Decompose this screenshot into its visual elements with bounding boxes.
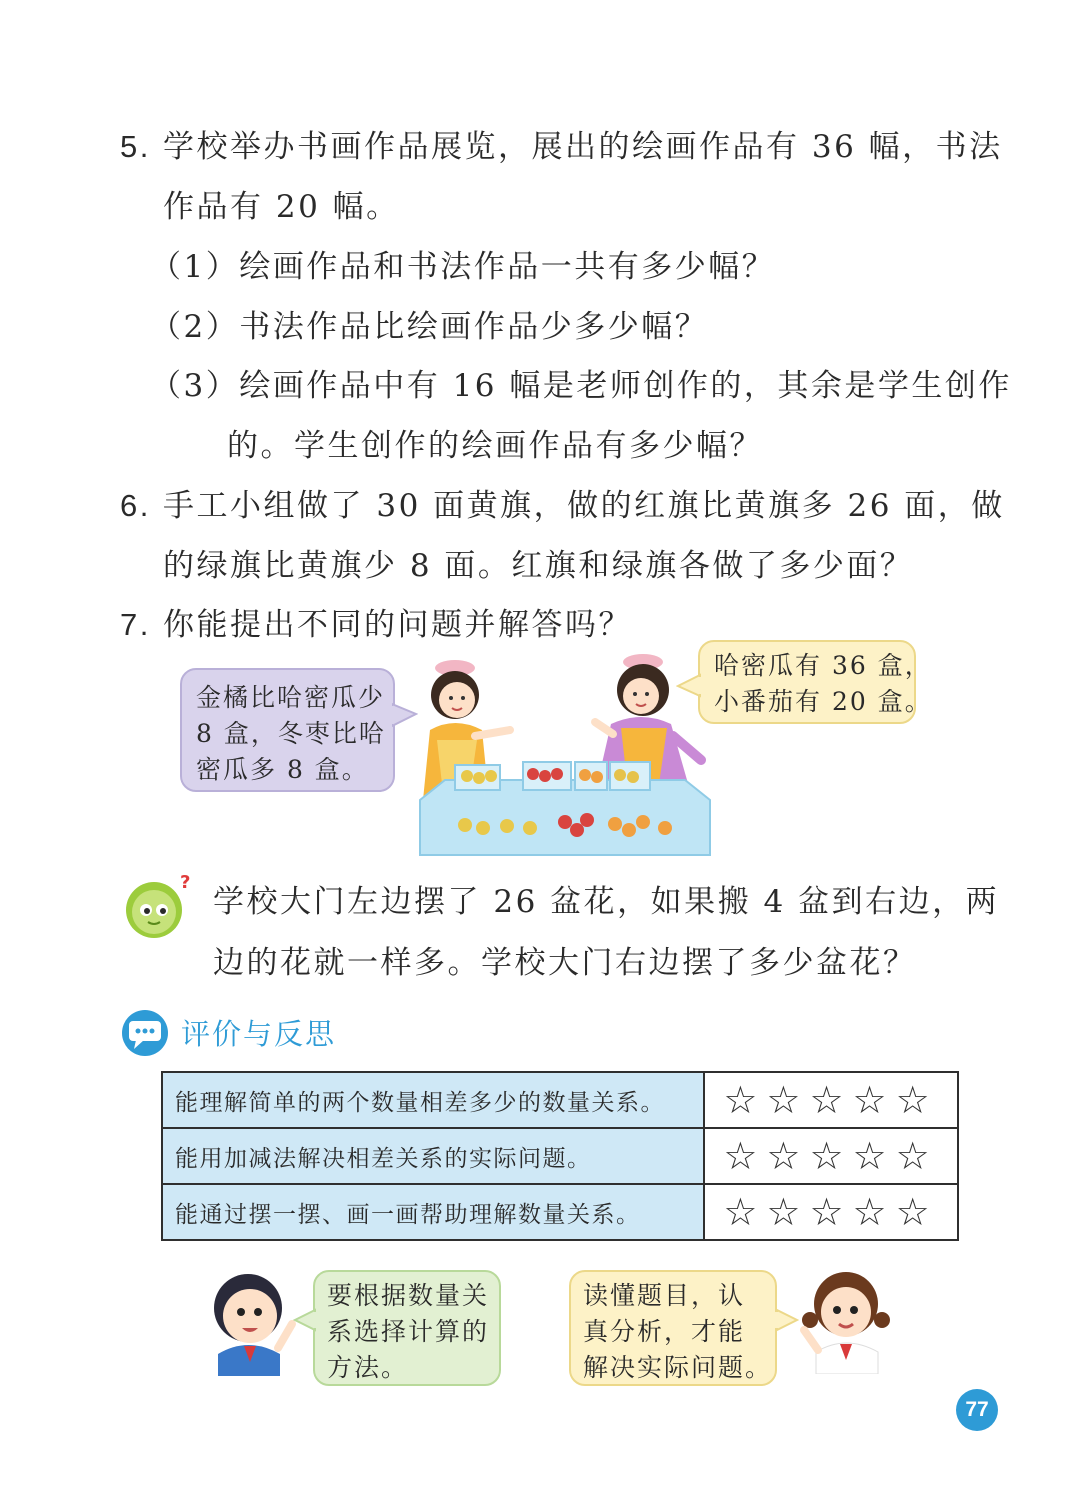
table-row [162,1184,958,1240]
girl-character [790,1262,900,1374]
q5-number: 5. [120,129,151,164]
chat-bubble-icon [120,1009,170,1057]
boy-bubble-tail [293,1308,317,1334]
bubble-left-line2: 8 盒，冬枣比哈 [196,719,386,748]
bubble-left-line1: 金橘比哈密瓜少 [196,683,386,712]
star-rating[interactable]: ☆☆☆☆☆ [704,1072,958,1128]
reflection-table [161,1071,959,1241]
think-text-line1: 学校大门左边摆了 26 盆花，如果搬 4 盆到右边，两 [213,884,1000,920]
q7-bubble-right [698,640,932,724]
q6-number: 6. [120,488,151,523]
reflection-item-text: 能通过摆一摆、画一画帮助理解数量关系。 [162,1184,704,1240]
reflection-item-text: 能理解简单的两个数量相差多少的数量关系。 [162,1072,704,1128]
q5-sub3-line2: 的。学生创作的绘画作品有多少幅？ [227,428,763,464]
girl-tip-line1: 读懂题目，认 [583,1281,746,1310]
star-rating[interactable]: ☆☆☆☆☆ [704,1184,958,1240]
table-row [162,1072,958,1128]
q5-sub1: （1）绘画作品和书法作品一共有多少幅？ [150,249,776,285]
cabbage-mascot-icon [118,872,198,942]
girl-tip-bubble [569,1270,777,1386]
page-number: 77 [956,1389,998,1431]
q7-text: 你能提出不同的问题并解答吗？ [163,607,632,643]
bubble-right-line1: 哈密瓜有 36 盒， [714,651,932,680]
boy-tip-bubble [313,1270,501,1386]
boy-tip-line2: 系选择计算的 [327,1317,490,1346]
q5-text-line1: 学校举办书画作品展览，展出的绘画作品有 36 幅，书法 [163,129,1003,165]
table-row [162,1128,958,1184]
think-text-line2: 边的花就一样多。学校大门右边摆了多少盆花？ [213,945,917,981]
q5-sub3-line1: （3）绘画作品中有 16 幅是老师创作的，其余是学生创作 [150,368,1012,404]
q7-bubble-left [180,668,395,792]
bubble-left-line3: 密瓜多 8 盒。 [196,755,369,784]
q5-sub2: （2）书法作品比绘画作品少多少幅？ [150,309,709,345]
reflection-item-text: 能用加减法解决相差关系的实际问题。 [162,1128,704,1184]
star-rating[interactable]: ☆☆☆☆☆ [704,1128,958,1184]
boy-tip-line3: 方法。 [327,1353,409,1382]
q5-text-line2: 作品有 20 幅。 [163,189,400,225]
q6-text-line2: 的绿旗比黄旗少 8 面。红旗和绿旗各做了多少面？ [163,548,914,584]
fruit-stand-illustration [415,650,715,860]
girl-tip-line2: 真分析，才能 [583,1317,746,1346]
boy-character [198,1266,308,1376]
q6-text-line1: 手工小组做了 30 面黄旗，做的红旗比黄旗多 26 面，做 [163,488,1005,524]
reflection-title: 评价与反思 [181,1017,337,1051]
girl-tip-line3: 解决实际问题。 [583,1353,773,1382]
q7-number: 7. [120,607,151,642]
svg-text:?: ? [180,872,191,893]
bubble-right-line2: 小番茄有 20 盒。 [714,687,932,716]
boy-tip-line1: 要根据数量关 [327,1281,490,1310]
